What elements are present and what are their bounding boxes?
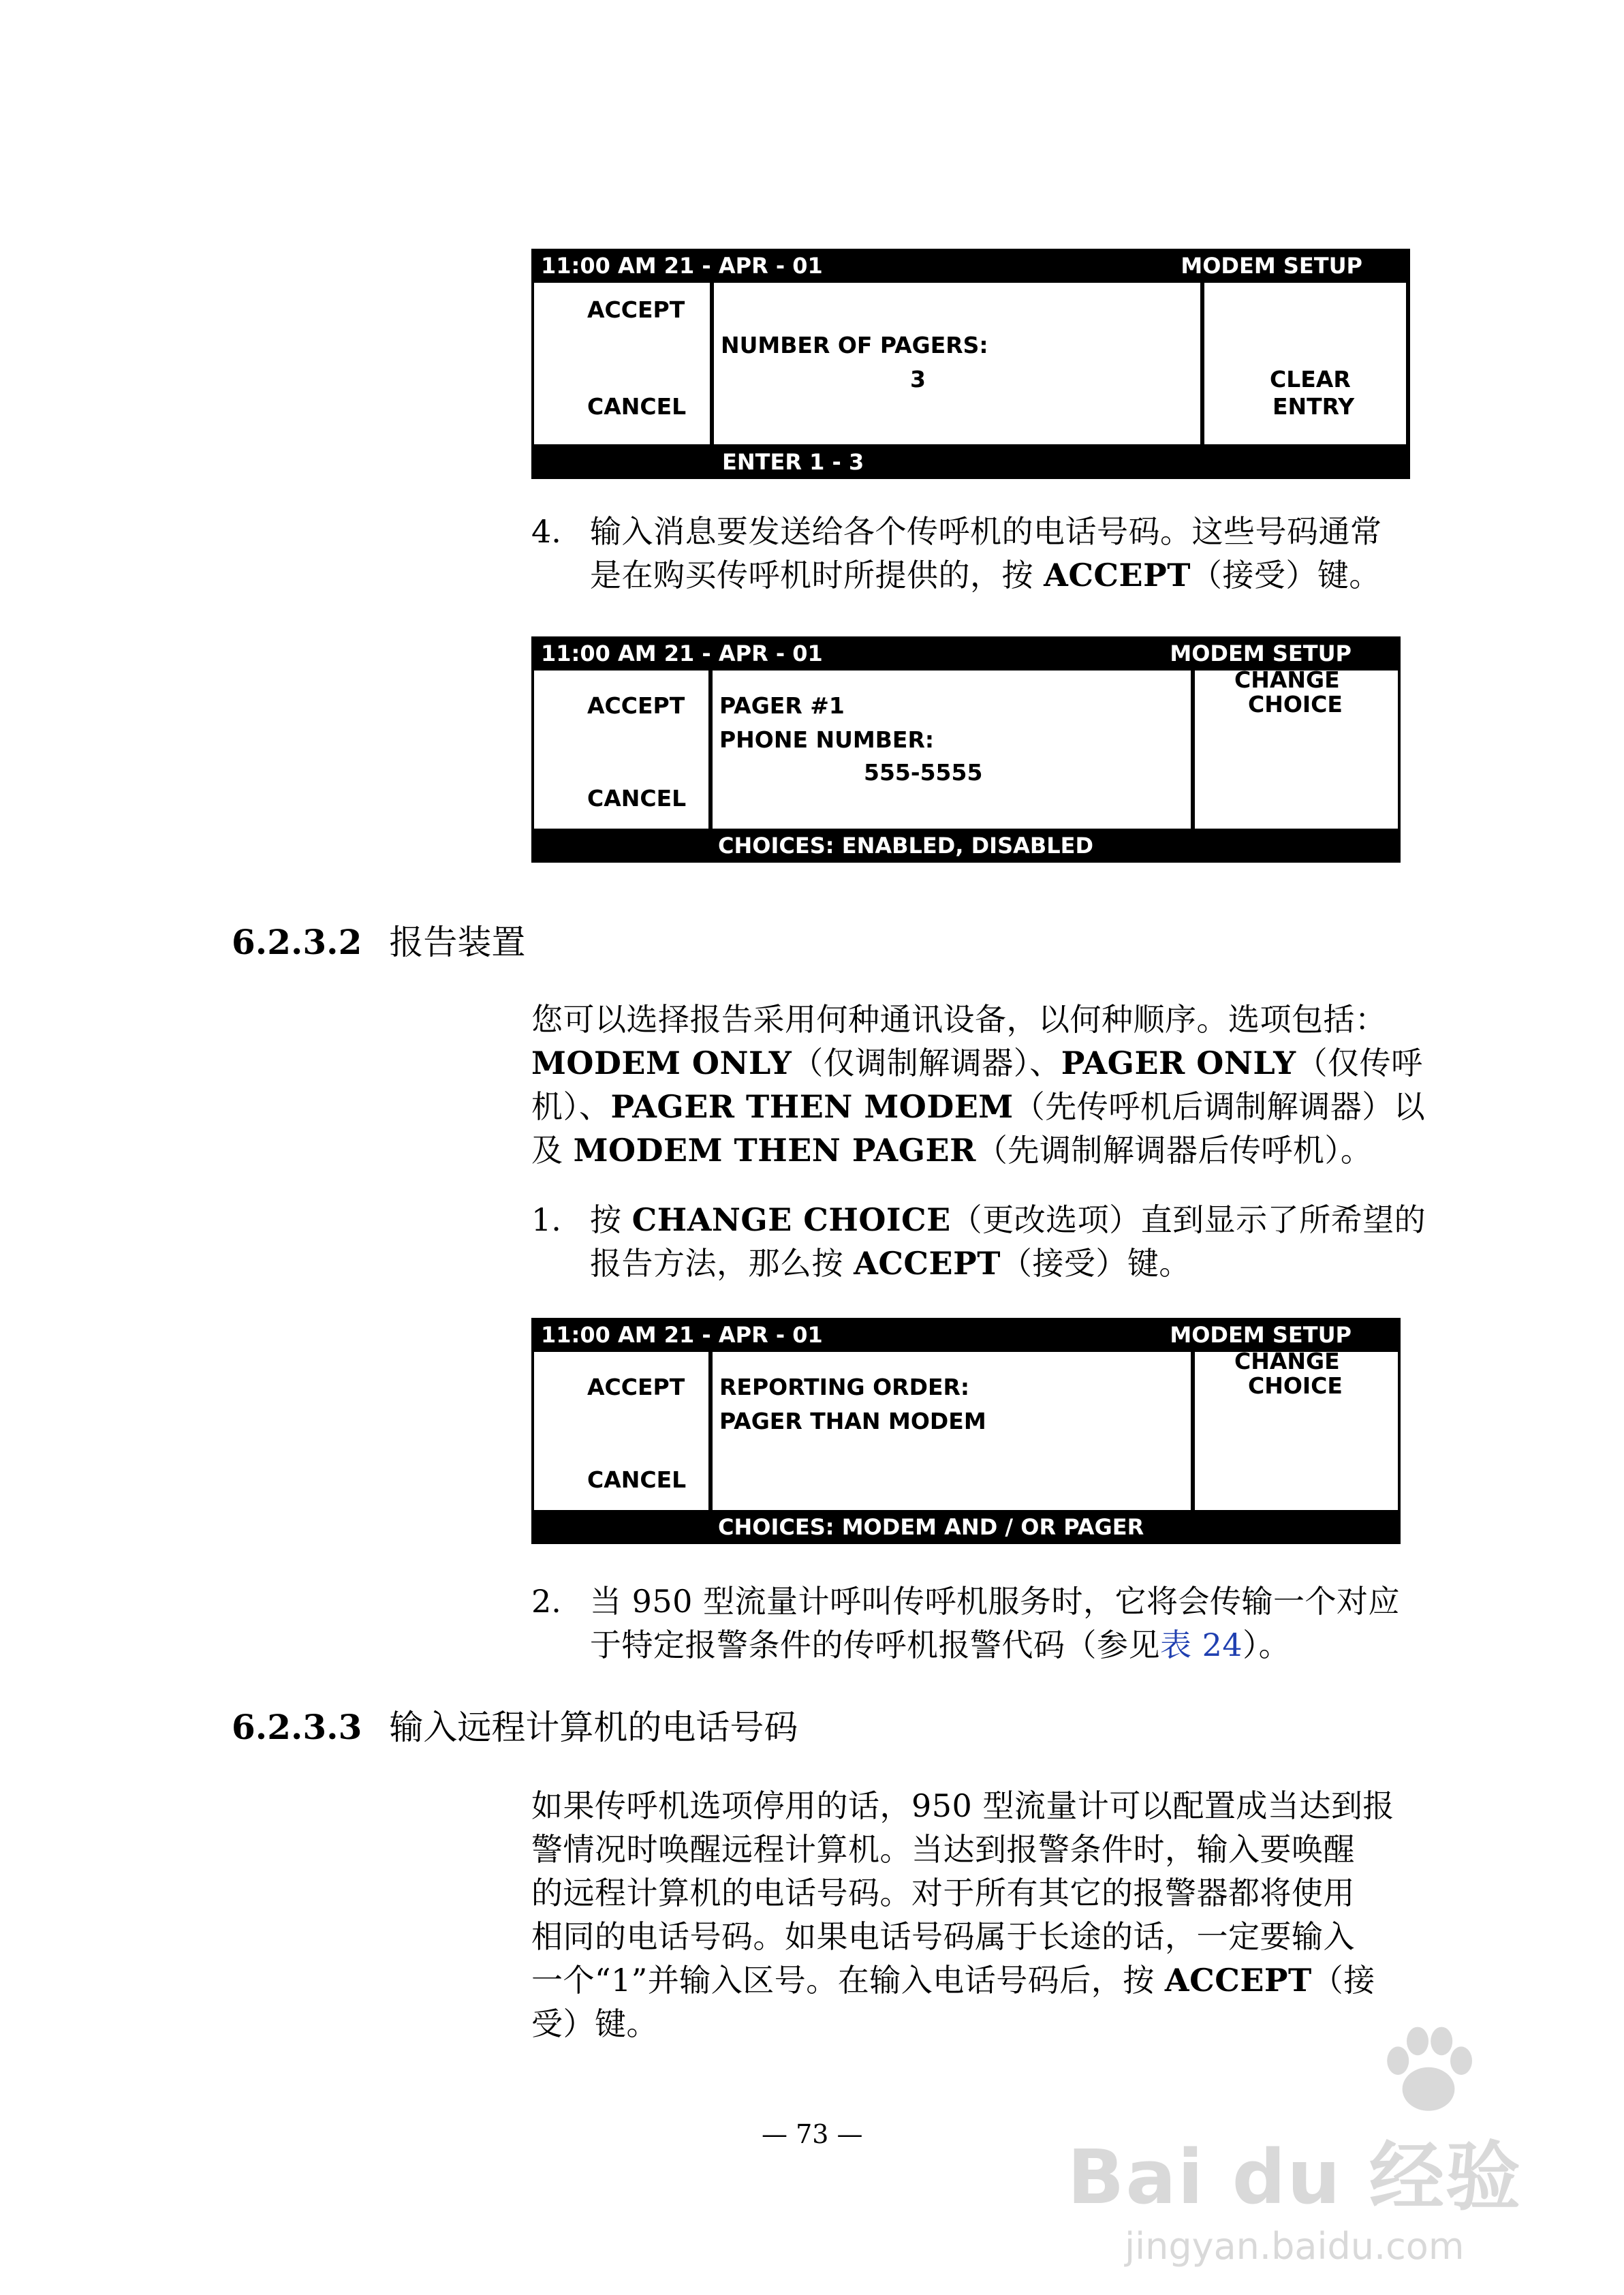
text-line: 如果传呼机选项停用的话，950 型流量计可以配置成当达到报 (531, 1787, 1394, 1824)
baidu-jingyan-watermark (1067, 2117, 1522, 2268)
text-line: 您可以选择报告采用何种通讯设备，以何种顺序。选项包括： (531, 1001, 1387, 1038)
panel-footer (531, 445, 1410, 479)
bold-term: ACCEPT (854, 1245, 1001, 1282)
text-line: 的远程计算机的电话号码。对于所有其它的报警器都将使用 (531, 1875, 1355, 1911)
text-span: 一个“1”并输入区号。在输入电话号码后，按 (531, 1962, 1165, 1999)
text-span: 及 (531, 1132, 574, 1169)
clear-entry-softkey-line2: ENTRY (1272, 393, 1355, 420)
text-line (531, 1958, 1394, 2002)
panel-display-area (714, 283, 1200, 444)
panel-header (531, 249, 1410, 283)
phone-number-value: 555-5555 (864, 759, 983, 786)
section-title: 报告装置 (389, 923, 526, 962)
section-title: 输入远程计算机的电话号码 (389, 1708, 798, 1747)
panel-header (531, 636, 1401, 671)
text-span: （先调制解调器后传呼机）。 (975, 1132, 1373, 1169)
text-line: 受）键。 (531, 2005, 658, 2042)
text-line: 输入消息要发送给各个传呼机的电话号码。这些号码通常 (590, 513, 1382, 550)
paw-logo-icon (1374, 2015, 1483, 2124)
change-choice-softkey-line1: CHANGE (1234, 666, 1340, 693)
clear-entry-softkey-line1: CLEAR (1270, 366, 1351, 392)
text-line: 警情况时唤醒远程计算机。当达到报警条件时，输入要唤醒 (531, 1831, 1355, 1868)
reporting-order-label: REPORTING ORDER: (719, 1374, 970, 1400)
phone-number-label: PHONE NUMBER: (719, 726, 935, 753)
softkey-column-left (534, 1352, 708, 1510)
lcd-panel-reporting-order (531, 1318, 1401, 1544)
panel-datetime: 11:00 AM 21 - APR - 01 (541, 1322, 823, 1348)
text-span: （接受）键。 (1190, 557, 1381, 594)
step-number: 2. (531, 1583, 561, 1620)
section-heading (232, 1704, 798, 1751)
number-of-pagers-label: NUMBER OF PAGERS: (721, 332, 988, 358)
change-choice-softkey-line2: CHOICE (1248, 1372, 1343, 1399)
text-span: 报告方法，那么按 (590, 1245, 854, 1282)
bold-term: ACCEPT (1164, 1962, 1312, 1999)
cancel-softkey: CANCEL (587, 393, 687, 420)
bold-term: ACCEPT (1044, 557, 1191, 594)
text-line: 当 950 型流量计呼叫传呼机服务时，它将会传输一个对应 (590, 1583, 1401, 1620)
panel-display-area (713, 1352, 1191, 1510)
text-span: 机）、 (531, 1088, 611, 1125)
panel-header (531, 1318, 1401, 1352)
lcd-panel-modem-setup-phone (531, 636, 1401, 863)
text-span: （接受）键。 (1000, 1245, 1191, 1282)
accept-softkey: ACCEPT (587, 296, 685, 323)
page-number: — 73 — (762, 2119, 863, 2149)
text-line (590, 1242, 1426, 1285)
panel-mode-title: MODEM SETUP (1170, 1322, 1352, 1348)
text-span: （仅传呼 (1296, 1045, 1423, 1081)
section-paragraph (531, 1784, 1394, 2046)
step-4-text (590, 510, 1382, 597)
number-of-pagers-value: 3 (910, 366, 926, 392)
panel-choices: CHOICES: ENABLED, DISABLED (718, 833, 1094, 859)
text-line (590, 1198, 1426, 1242)
watermark-url: jingyan.baidu.com (1125, 2225, 1465, 2268)
step-number: 1. (531, 1201, 561, 1238)
text-span: 于特定报警条件的传呼机报警代码（参见 (590, 1627, 1160, 1663)
panel-prompt: ENTER 1 - 3 (722, 449, 864, 475)
bold-term: PAGER THEN MODEM (610, 1088, 1014, 1125)
cancel-softkey: CANCEL (587, 1466, 687, 1493)
reporting-order-value: PAGER THAN MODEM (719, 1408, 986, 1434)
watermark-logo-text: Bai du 经验 (1067, 2134, 1522, 2221)
text-span: ）。 (1243, 1627, 1291, 1663)
text-line (590, 553, 1382, 597)
table-24-link[interactable]: 表 24 (1160, 1627, 1243, 1663)
softkey-column-right (1195, 666, 1398, 829)
bold-term: MODEM ONLY (531, 1045, 792, 1081)
text-span: 按 (590, 1201, 632, 1238)
accept-softkey: ACCEPT (587, 1374, 685, 1400)
softkey-column-right (1204, 283, 1406, 444)
step-1-text (590, 1198, 1426, 1285)
text-span: （仅调制解调器）、 (792, 1045, 1061, 1081)
bold-term: CHANGE CHOICE (631, 1201, 951, 1238)
panel-datetime: 11:00 AM 21 - APR - 01 (541, 253, 823, 279)
panel-footer (531, 829, 1401, 863)
section-heading (232, 919, 525, 966)
text-line (531, 1041, 1425, 1085)
step-number: 4. (531, 513, 561, 550)
section-paragraph (531, 998, 1425, 1172)
softkey-column-left (534, 671, 708, 829)
panel-footer (531, 1510, 1401, 1544)
accept-softkey: ACCEPT (587, 692, 685, 719)
pager-number-label: PAGER #1 (719, 692, 845, 719)
section-number: 6.2.3.2 (232, 922, 362, 962)
panel-datetime: 11:00 AM 21 - APR - 01 (541, 641, 823, 666)
panel-mode-title: MODEM SETUP (1181, 253, 1362, 279)
panel-mode-title: MODEM SETUP (1170, 641, 1352, 666)
change-choice-softkey-line1: CHANGE (1234, 1348, 1340, 1374)
change-choice-softkey-line2: CHOICE (1248, 691, 1343, 718)
cancel-softkey: CANCEL (587, 785, 687, 812)
text-line (590, 1623, 1400, 1667)
lcd-panel-modem-setup-pagers (531, 249, 1410, 479)
text-span: （更改选项）直到显示了所希望的 (950, 1201, 1426, 1238)
panel-choices: CHOICES: MODEM AND / OR PAGER (718, 1514, 1144, 1540)
bold-term: MODEM THEN PAGER (573, 1132, 976, 1169)
text-span: 是在购买传呼机时所提供的，按 (590, 557, 1044, 594)
text-span: （接 (1311, 1962, 1375, 1999)
bold-term: PAGER ONLY (1061, 1045, 1296, 1081)
softkey-column-right (1195, 1348, 1398, 1510)
panel-display-area (713, 671, 1191, 829)
text-line: 相同的电话号码。如果电话号码属于长途的话，一定要输入 (531, 1918, 1355, 1955)
text-line (531, 1085, 1425, 1128)
softkey-column-left (534, 283, 710, 444)
text-span: （先传呼机后调制解调器）以 (1013, 1088, 1426, 1125)
section-number: 6.2.3.3 (232, 1707, 362, 1747)
text-line (531, 1128, 1425, 1172)
step-2-text (590, 1580, 1400, 1667)
